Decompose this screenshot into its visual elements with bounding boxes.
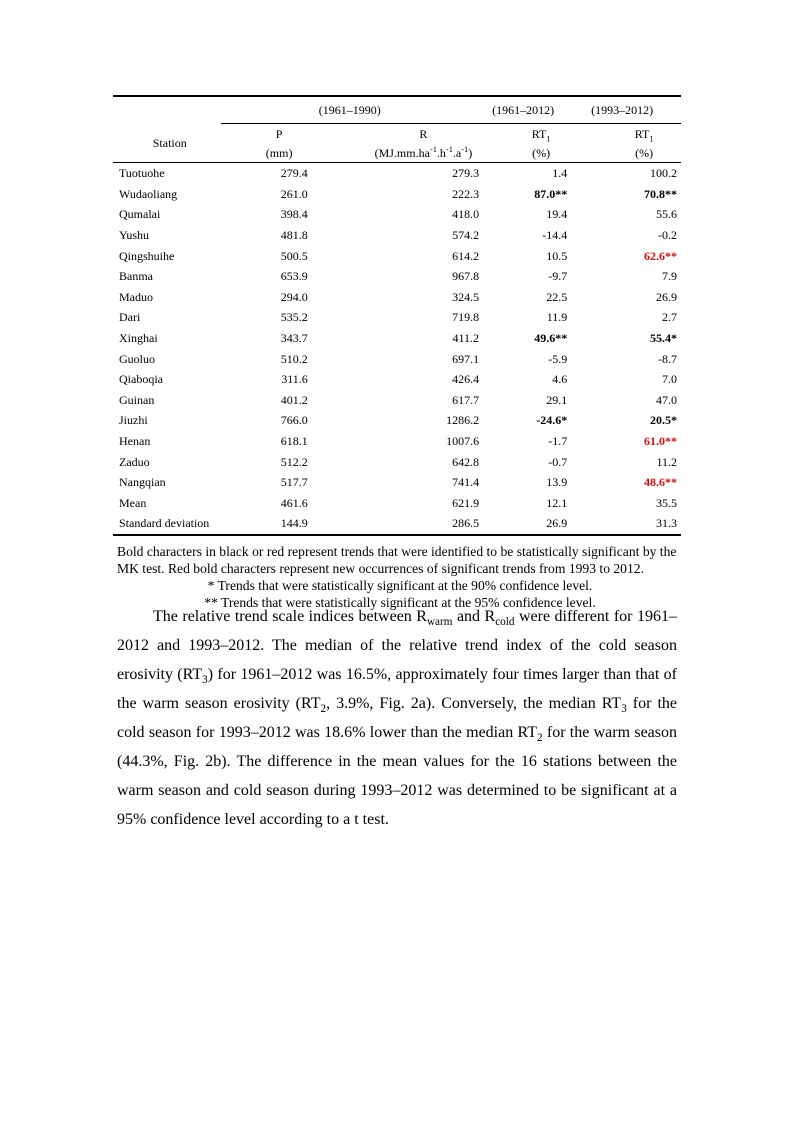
table-row: [113, 390, 681, 411]
p-cell: 261.0: [280, 186, 308, 201]
table-row: [113, 328, 681, 349]
rt1-a-cell: 12.1: [546, 495, 568, 510]
rt1-b-cell: 47.0: [656, 392, 677, 407]
rt1-b-cell: 55.4*: [650, 331, 677, 346]
table-row: [113, 245, 681, 266]
p-cell: 343.7: [280, 331, 308, 346]
table-row: [113, 493, 681, 514]
erosivity-table: [113, 95, 681, 536]
rt1-a-cell: 1.4: [552, 166, 568, 181]
rt1-b-cell: 11.2: [656, 454, 677, 469]
station-cell: Qingshuihe: [119, 248, 175, 263]
r-cell: 741.4: [452, 475, 480, 490]
rt1-b-cell: 55.6: [656, 207, 677, 222]
station-cell: Qumalai: [119, 207, 161, 222]
r-cell: 411.2: [452, 331, 480, 346]
p-cell: 294.0: [280, 289, 308, 304]
station-cell: Dari: [119, 310, 141, 325]
r-cell: 574.2: [452, 228, 480, 243]
station-cell: Standard deviation: [113, 513, 221, 535]
p-cell: 510.2: [280, 351, 308, 366]
station-cell: Mean: [119, 495, 147, 510]
p-cell: 398.4: [280, 207, 308, 222]
rt1-a-cell: -0.7: [548, 454, 568, 469]
station-cell: Qiaboqia: [119, 372, 163, 387]
rt1-a-cell: -1.7: [548, 434, 568, 449]
rt1-b-cell: 7.9: [662, 269, 677, 284]
rt1-a-cell: -5.9: [548, 351, 568, 366]
r-cell: 286.5: [308, 513, 479, 535]
r-cell: 1286.2: [446, 413, 480, 428]
table-row: [113, 163, 681, 184]
rt1-a-cell: 11.9: [546, 310, 568, 325]
period-header-1961-2012: (1961–2012): [479, 96, 567, 124]
rt1-b-cell: 2.7: [662, 310, 677, 325]
table-row: [113, 513, 681, 535]
station-cell: Tuotuohe: [119, 166, 165, 181]
table-row: [113, 307, 681, 328]
table-row: [113, 410, 681, 431]
station-header: Station: [113, 124, 221, 163]
r-unit: $(MJ.mm.ha^{-1}.h^{-1}.a^{-1})$: [308, 144, 479, 163]
p-cell: 311.6: [281, 372, 308, 387]
table-notes: [117, 543, 683, 611]
rt1-a-cell: 87.0**: [534, 186, 568, 201]
table-row: [113, 431, 681, 452]
station-cell: Nangqian: [119, 475, 166, 490]
table-row: [113, 369, 681, 390]
p-cell: 512.2: [280, 454, 308, 469]
p-cell: 766.0: [280, 413, 308, 428]
r-header: R: [419, 127, 428, 141]
r-cell: 418.0: [452, 207, 480, 222]
rt1-b-cell: 7.0: [662, 372, 677, 387]
table-row: [113, 348, 681, 369]
r-cell: 426.4: [452, 372, 480, 387]
table-row: [113, 472, 681, 493]
r-cell: 324.5: [452, 289, 480, 304]
station-cell: Guinan: [119, 392, 155, 407]
table-row: [113, 204, 681, 225]
station-cell: Henan: [119, 434, 151, 449]
p-cell: 500.5: [280, 248, 308, 263]
rt1-b-cell: 35.5: [656, 495, 677, 510]
table-note-90: * Trends that were statistically significant at the 90% confidence level.: [207, 578, 593, 593]
period-header-1961-1990: (1961–1990): [221, 96, 480, 124]
rt1-b-cell: 61.0**: [644, 434, 677, 449]
rt1-a-cell: -14.4: [542, 228, 568, 243]
station-cell: Maduo: [119, 289, 153, 304]
rt1-header-a: $RT_1$: [531, 127, 551, 144]
table-body: [113, 163, 681, 535]
r-cell: 642.8: [452, 454, 480, 469]
rt1-b-cell: -0.2: [658, 228, 677, 243]
rt1-a-cell: 22.5: [546, 289, 568, 304]
table-row: [113, 451, 681, 472]
table-row: [113, 287, 681, 308]
table-note-95: ** Trends that were statistically significant at the 95% confidence level.: [204, 595, 596, 610]
p-header: P: [275, 127, 283, 141]
p-cell: 517.7: [280, 475, 308, 490]
rt1-b-cell: 70.8**: [644, 186, 677, 201]
station-cell: Guoluo: [119, 351, 155, 366]
p-cell: 279.4: [280, 166, 308, 181]
rt1-header-b: $RT_1$: [634, 127, 654, 144]
r-cell: 617.7: [452, 392, 480, 407]
r-cell: 967.8: [452, 269, 480, 284]
r-cell: 697.1: [452, 351, 480, 366]
period-header-1993-2012: (1993–2012): [567, 96, 681, 124]
rt1-b-cell: 48.6**: [644, 475, 677, 490]
p-cell: 618.1: [280, 434, 308, 449]
station-cell: Yushu: [119, 228, 150, 243]
body-paragraph: The relative trend scale indices between $R_{warm}$ and $R_{cold}$ were different for 1961–2012 and 1993–2012. The median of the relative trend index of the cold season erosivity $(RT_3)$ for 1961–2012 was 16.5%, approximately four times larger than that of the warm season erosivity ($RT_2$, 3.9%, Fig. 2a). Conversely, the median $RT_3$ for the cold season for 1993–2012 was 18.6% lower than the median $RT_2$ for the warm season (44.3%, Fig. 2b). The difference in the mean values for the 16 stations between the warm season and cold season during 1993–2012 was determined to be significant at a 95% confidence level according to a t test.: [117, 608, 678, 828]
rt1-a-cell: 19.4: [546, 207, 568, 222]
table-header: [113, 96, 681, 163]
rt1-b-cell: 31.3: [567, 513, 681, 535]
r-cell: 222.3: [452, 186, 480, 201]
table-note-significance: Bold characters in black or red represent trends that were identified to be statistically significant by the MK test. Red bold characters represent new occurrences of significant trends from 1993 to 2012.: [117, 544, 677, 576]
p-cell: 481.8: [280, 228, 308, 243]
p-unit: (mm): [221, 144, 308, 163]
rt1-unit-a: (%): [479, 144, 567, 163]
r-cell: 1007.6: [446, 434, 480, 449]
r-cell: 621.9: [452, 495, 480, 510]
rt1-b-cell: 62.6**: [644, 248, 677, 263]
rt1-b-cell: -8.7: [658, 351, 677, 366]
rt1-b-cell: 20.5*: [650, 413, 677, 428]
rt1-a-cell: 10.5: [546, 248, 568, 263]
p-cell: 653.9: [280, 269, 308, 284]
p-cell: 144.9: [221, 513, 308, 535]
p-cell: 401.2: [280, 392, 308, 407]
table-row: [113, 184, 681, 205]
rt1-a-cell: 49.6**: [534, 331, 568, 346]
rt1-a-cell: 26.9: [479, 513, 567, 535]
station-cell: Wudaoliang: [119, 186, 178, 201]
rt1-b-cell: 100.2: [650, 166, 677, 181]
table-row: [113, 266, 681, 287]
rt1-a-cell: 13.9: [546, 475, 568, 490]
rt1-unit-b: (%): [567, 144, 681, 163]
rt1-a-cell: -9.7: [548, 269, 568, 284]
station-cell: Jiuzhi: [119, 413, 148, 428]
rt1-a-cell: -24.6*: [536, 413, 568, 428]
rt1-b-cell: 26.9: [656, 289, 677, 304]
r-cell: 719.8: [452, 310, 480, 325]
rt1-a-cell: 29.1: [546, 392, 568, 407]
r-cell: 614.2: [452, 248, 480, 263]
table-row: [113, 225, 681, 246]
station-cell: Xinghai: [119, 331, 158, 346]
station-cell: Banma: [119, 269, 153, 284]
station-cell: Zaduo: [119, 454, 150, 469]
p-cell: 535.2: [280, 310, 308, 325]
rt1-a-cell: 4.6: [552, 372, 568, 387]
r-cell: 279.3: [452, 166, 480, 181]
p-cell: 461.6: [280, 495, 308, 510]
